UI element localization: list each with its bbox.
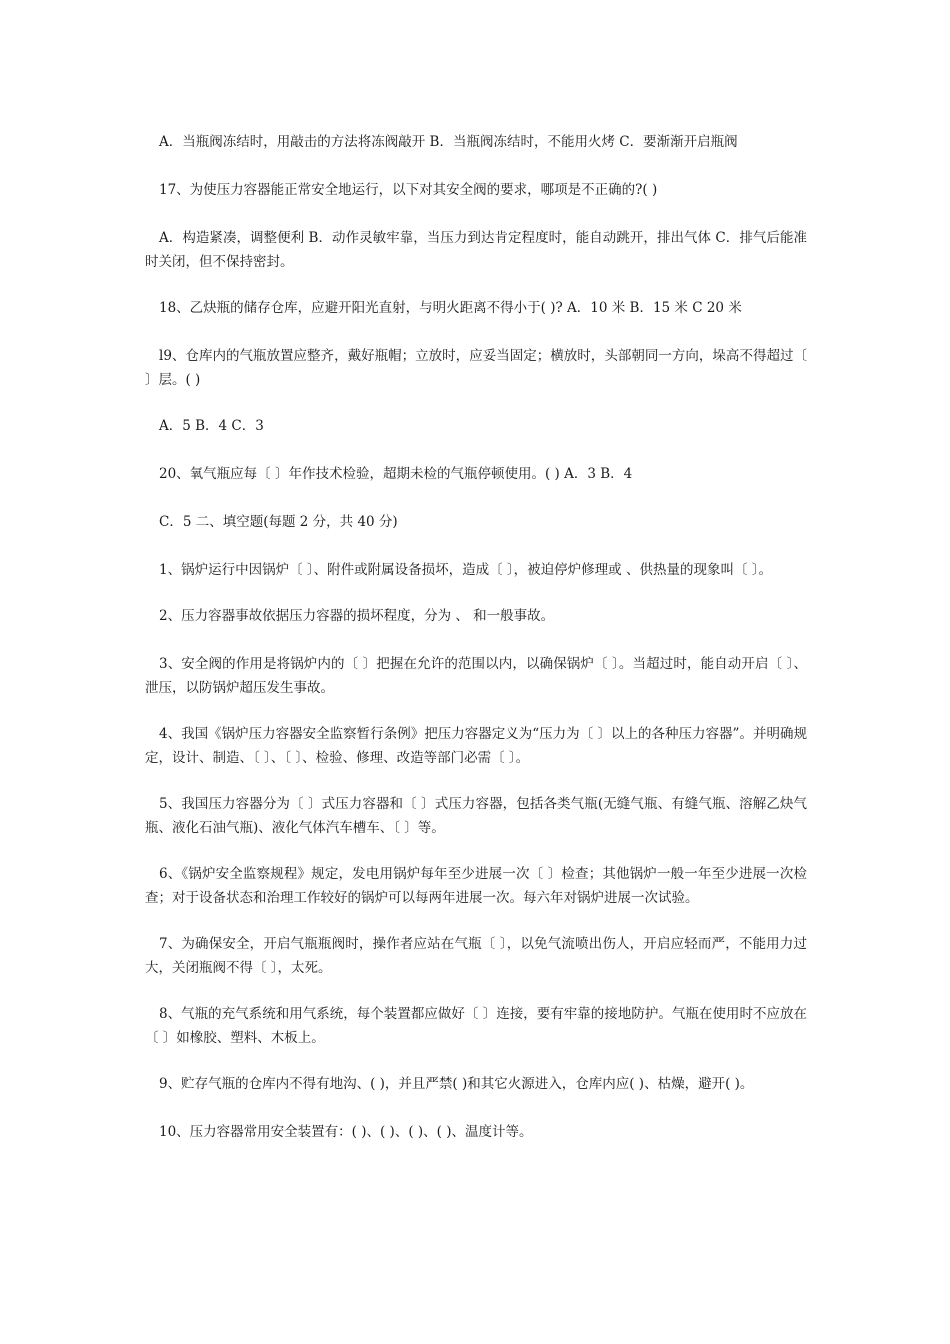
fill-in-question-5: 5、我国压力容器分为〔 〕式压力容器和〔 〕式压力容器，包括各类气瓶(无缝气瓶、有缝气瓶、溶解乙炔气瓶、液化石油气瓶)、液化气体汽车槽车、〔 〕等。	[145, 796, 807, 836]
fill-in-question-7: 7、为确保安全，开启气瓶瓶阀时，操作者应站在气瓶〔 〕，以免气流喷出伤人，开启应轻而严，不能用力过大，关闭瓶阀不得〔 〕，太死。	[145, 936, 807, 976]
fill-in-question-2: 2、压力容器事故依据压力容器的损坏程度，分为 、 和一般事故。	[159, 608, 555, 624]
answer-options-17: A．构造紧凑，调整便利 B．动作灵敏牢靠，当压力到达肯定程度时，能自动跳开，排出气体 C．排气后能准时关闭，但不保持密封。	[145, 230, 807, 270]
fill-in-question-6: 6、《锅炉安全监察规程》规定，发电用锅炉每年至少进展一次〔 〕检查；其他锅炉一般一年至少进展一次检查；对于设备状态和治理工作较好的锅炉可以每两年进展一次。每六年对锅炉进展一次试验。	[145, 866, 807, 906]
fill-in-section-heading: C．5 二、填空题(每题 2 分，共 40 分)	[159, 514, 398, 530]
question-18: 18、乙炔瓶的储存仓库，应避开阳光直射，与明火距离不得小于( )? A．10 米 B．15 米 C 20 米	[159, 300, 742, 316]
question-17: 17、为使压力容器能正常安全地运行，以下对其安全阀的要求，哪项是不正确的?( )	[159, 182, 658, 198]
document-page	[145, 130, 807, 1168]
answer-options-16: A．当瓶阀冻结时，用敲击的方法将冻阀敲开 B．当瓶阀冻结时，不能用火烤 C．要渐渐开启瓶阀	[159, 134, 738, 150]
question-19: l9、仓库内的气瓶放置应整齐，戴好瓶帽；立放时，应妥当固定；横放时，头部朝同一方向，垛高不得超过〔 〕层。( )	[145, 348, 807, 388]
fill-in-question-8: 8、气瓶的充气系统和用气系统，每个装置都应做好〔 〕连接，要有牢靠的接地防护。气瓶在使用时不应放在〔 〕如橡胶、塑料、木板上。	[145, 1006, 807, 1046]
answer-options-19: A．5 B．4 C．3	[159, 418, 264, 434]
fill-in-question-4: 4、我国《锅炉压力容器安全监察暂行条例》把压力容器定义为“压力为〔 〕以上的各种压力容器”。并明确规定，设计、制造、〔 〕、〔 〕、检验、修理、改造等部门必需〔 〕。	[145, 726, 807, 766]
fill-in-question-3: 3、安全阀的作用是将锅炉内的〔 〕把握在允许的范围以内，以确保锅炉〔 〕。当超过时，能自动开启〔 〕、泄压，以防锅炉超压发生事故。	[145, 656, 807, 696]
fill-in-question-10: 10、压力容器常用安全装置有：( )、( )、( )、( )、温度计等。	[159, 1124, 533, 1140]
fill-in-question-1: 1、锅炉运行中因锅炉〔 〕、附件或附属设备损坏，造成〔 〕，被迫停炉修理或 、供热量的现象叫〔 〕。	[159, 562, 773, 578]
fill-in-question-9: 9、贮存气瓶的仓库内不得有地沟、( )，并且严禁( )和其它火源进入，仓库内应( )、枯燥，避开( )。	[159, 1076, 754, 1092]
question-20: 20、氧气瓶应每〔 〕年作技术检验，超期未检的气瓶停顿使用。( ) A．3 B．4	[159, 466, 633, 482]
